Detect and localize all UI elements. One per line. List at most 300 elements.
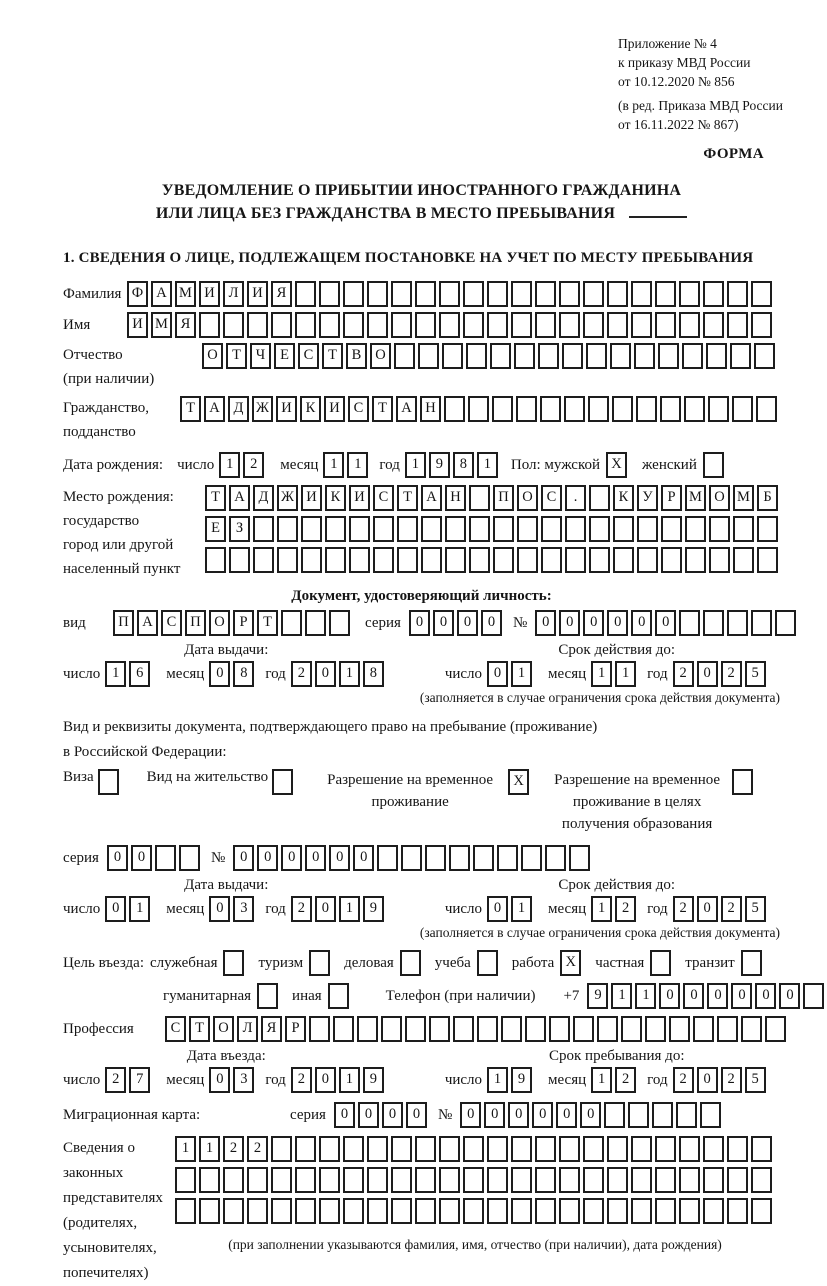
form-cell [589, 485, 610, 511]
form-cell [223, 1167, 244, 1193]
form-cell [325, 547, 346, 573]
form-cell [733, 516, 754, 542]
year-label: год [647, 1071, 668, 1088]
residence-doc-dates-row [63, 896, 780, 922]
citizenship-label [63, 396, 180, 444]
form-cell: 0 [209, 1067, 230, 1093]
migration-card-label: Миграционная карта: [63, 1106, 201, 1123]
profession-row [63, 1016, 780, 1042]
representatives-cells-block [175, 1136, 775, 1253]
form-cell: Д [228, 396, 249, 422]
form-cell: 0 [779, 983, 800, 1009]
birthplace-label-city2: населенный пункт [63, 561, 181, 577]
form-cell [682, 343, 703, 369]
citizenship-label-sub: подданство [63, 424, 136, 440]
form-cell [98, 769, 119, 795]
representatives-label-line: попечителях) [63, 1265, 149, 1281]
form-cell: С [165, 1016, 186, 1042]
purpose-option-label: гуманитарная [163, 987, 252, 1004]
form-cell: Я [175, 312, 196, 338]
form-cell [751, 281, 772, 307]
stay-month-cells [591, 1067, 639, 1093]
form-cell [281, 610, 302, 636]
doc-kind-cells [113, 610, 353, 636]
form-cell [559, 1167, 580, 1193]
form-cell: У [637, 485, 658, 511]
form-cell: 0 [487, 896, 508, 922]
form-cell: 0 [697, 661, 718, 687]
doc-number-cells [535, 610, 799, 636]
form-cell [469, 516, 490, 542]
form-cell [487, 1136, 508, 1162]
form-cell [175, 1167, 196, 1193]
form-cell [463, 281, 484, 307]
form-cell: 2 [615, 896, 636, 922]
year-label: год [265, 665, 286, 682]
form-cell [463, 312, 484, 338]
form-cell: 0 [358, 1102, 379, 1128]
form-cell [541, 547, 562, 573]
identity-doc-header: Документ, удостоверяющий личность: [291, 588, 552, 604]
form-cell: 0 [409, 610, 430, 636]
form-cell [415, 312, 436, 338]
form-cell [655, 1167, 676, 1193]
form-cell [727, 281, 748, 307]
form-cell: 1 [405, 452, 426, 478]
form-cell [391, 1136, 412, 1162]
form-cell: И [247, 281, 268, 307]
doc-seria-cells [409, 610, 505, 636]
form-cell: С [373, 485, 394, 511]
form-cell [511, 1136, 532, 1162]
representatives-cells-row3 [175, 1198, 775, 1224]
form-cell: Е [274, 343, 295, 369]
form-cell [514, 343, 535, 369]
entry-month-cells [209, 1067, 257, 1093]
form-cell: Т [205, 485, 226, 511]
form-cell [516, 396, 537, 422]
form-cell [463, 1136, 484, 1162]
form-cell [329, 610, 350, 636]
doc-issue-month-cells [209, 661, 257, 687]
form-cell [709, 516, 730, 542]
section1-title: 1. СВЕДЕНИЯ О ЛИЦЕ, ПОДЛЕЖАЩЕМ ПОСТАНОВКЕ НА УЧЕТ ПО МЕСТУ ПРЕБЫВАНИЯ [63, 250, 754, 266]
form-cell [469, 485, 490, 511]
form-cell [631, 1167, 652, 1193]
form-cell: 2 [721, 896, 742, 922]
form-cell [223, 950, 244, 976]
form-cell [684, 396, 705, 422]
entry-date-header: Дата въезда: [186, 1048, 266, 1064]
form-cell [444, 396, 465, 422]
form-cell: 8 [363, 661, 384, 687]
form-cell [613, 516, 634, 542]
form-cell [229, 547, 250, 573]
form-cell [301, 516, 322, 542]
residence-doc-type-row [63, 769, 780, 835]
phone-cells [587, 983, 827, 1009]
form-cell [733, 547, 754, 573]
form-cell [477, 950, 498, 976]
appendix-block [618, 34, 783, 134]
form-cell [703, 1198, 724, 1224]
form-cell: 0 [583, 610, 604, 636]
surname-cells [127, 281, 775, 307]
form-cell [727, 1167, 748, 1193]
form-cell [703, 1136, 724, 1162]
representatives-label-line: усыновителях, [63, 1240, 157, 1256]
form-cell [727, 1136, 748, 1162]
form-cell [628, 1102, 649, 1128]
purpose-option-label: деловая [344, 954, 394, 971]
month-label: месяц [280, 456, 319, 473]
form-cell: 2 [247, 1136, 268, 1162]
form-cell [319, 281, 340, 307]
form-cell: X [560, 950, 581, 976]
form-cell [757, 547, 778, 573]
residence-doc-intro-line2: в Российской Федерации: [63, 744, 227, 760]
doc-issue-year-cells [291, 661, 387, 687]
form-cell: 9 [363, 896, 384, 922]
appendix-line: к приказу МВД России [618, 55, 751, 70]
migration-card-row [63, 1102, 780, 1128]
form-cell [418, 343, 439, 369]
form-cell [607, 281, 628, 307]
form-cell [401, 845, 422, 871]
form-cell [247, 1167, 268, 1193]
form-cell [295, 312, 316, 338]
form-cell: 0 [659, 983, 680, 1009]
form-cell: 5 [745, 1067, 766, 1093]
form-cell [487, 1198, 508, 1224]
form-cell [517, 547, 538, 573]
form-cell: 0 [556, 1102, 577, 1128]
form-cell [466, 343, 487, 369]
purpose-other-checkbox [328, 983, 352, 1009]
patronymic-cells [202, 343, 778, 369]
form-cell [367, 281, 388, 307]
form-cell: 3 [233, 896, 254, 922]
form-cell: 0 [487, 661, 508, 687]
form-cell [679, 610, 700, 636]
appendix-line: Приложение № 4 [618, 36, 717, 51]
form-cell: 1 [487, 1067, 508, 1093]
form-cell [631, 281, 652, 307]
birthplace-cells-row2 [205, 516, 781, 542]
form-cell: С [348, 396, 369, 422]
form-cell: Ж [277, 485, 298, 511]
form-cell [309, 1016, 330, 1042]
form-cell [271, 1167, 292, 1193]
form-cell: Н [445, 485, 466, 511]
form-cell: 0 [131, 845, 152, 871]
form-cell [549, 1016, 570, 1042]
form-cell [562, 343, 583, 369]
form-cell [685, 516, 706, 542]
patronymic-label [63, 343, 202, 391]
form-cell [223, 312, 244, 338]
form-cell [559, 1198, 580, 1224]
form-cell: 9 [587, 983, 608, 1009]
form-cell: 7 [129, 1067, 150, 1093]
purpose-option-label: учеба [434, 954, 471, 971]
birth-month-cells [323, 452, 371, 478]
validity-note: (заполняется в случае ограничения срока действия документа) [419, 690, 780, 705]
form-cell [319, 1167, 340, 1193]
form-cell: 1 [347, 452, 368, 478]
sex-male-label: Пол: мужской [510, 456, 601, 473]
form-cell [490, 343, 511, 369]
profession-label: Профессия [63, 1020, 134, 1037]
form-cell [247, 1198, 268, 1224]
form-cell: 2 [291, 1067, 312, 1093]
form-cell [309, 950, 330, 976]
form-cell [679, 312, 700, 338]
form-cell [325, 516, 346, 542]
appendix-note-line: от 16.11.2022 № 867) [618, 117, 739, 132]
form-cell [652, 1102, 673, 1128]
form-cell [545, 845, 566, 871]
form-cell: Т [226, 343, 247, 369]
valid-until-header: Срок действия до: [558, 642, 676, 658]
form-cell [223, 1198, 244, 1224]
residence-permit-checkbox [272, 769, 296, 795]
doc-valid-day-cells [487, 661, 535, 687]
month-label: месяц [166, 1071, 205, 1088]
form-cell: И [276, 396, 297, 422]
form-cell [253, 516, 274, 542]
form-cell: Т [322, 343, 343, 369]
form-cell [469, 547, 490, 573]
form-cell [367, 312, 388, 338]
form-cell [775, 610, 796, 636]
day-label: число [63, 665, 101, 682]
month-label: месяц [166, 665, 205, 682]
representatives-note: (при заполнении указываются фамилия, имя, отчество (при наличии), дата рождения) [228, 1237, 722, 1252]
form-cell: 1 [591, 661, 612, 687]
doc-valid-month-cells [591, 661, 639, 687]
form-cell: И [349, 485, 370, 511]
form-cell: 2 [721, 661, 742, 687]
citizenship-cells [180, 396, 780, 422]
form-cell [703, 281, 724, 307]
form-cell [535, 1167, 556, 1193]
representatives-cells-row1 [175, 1136, 775, 1162]
residence-valid-month-cells [591, 896, 639, 922]
form-cell: 0 [697, 896, 718, 922]
form-cell: X [508, 769, 529, 795]
citizenship-label-main: Гражданство, [63, 400, 150, 416]
form-cell: 1 [105, 661, 126, 687]
form-cell: 0 [329, 845, 350, 871]
form-cell [757, 516, 778, 542]
form-cell: 1 [591, 1067, 612, 1093]
form-cell: А [229, 485, 250, 511]
form-cell [415, 281, 436, 307]
form-cell: А [151, 281, 172, 307]
form-cell: 2 [291, 661, 312, 687]
residence-doc-date-headers [63, 877, 780, 894]
form-cell [559, 281, 580, 307]
form-cell [497, 845, 518, 871]
purpose-transit-checkbox [741, 950, 765, 976]
form-cell: X [606, 452, 627, 478]
surname-row [63, 281, 780, 307]
form-cell: И [199, 281, 220, 307]
form-cell [439, 1198, 460, 1224]
form-cell: 0 [481, 610, 502, 636]
form-cell [397, 516, 418, 542]
form-cell: М [685, 485, 706, 511]
form-cell: 0 [209, 661, 230, 687]
form-cell [732, 769, 753, 795]
form-cell [349, 516, 370, 542]
issue-date-header: Дата выдачи: [184, 642, 269, 658]
form-cell: Т [257, 610, 278, 636]
month-label: месяц [548, 665, 587, 682]
form-cell [463, 1198, 484, 1224]
month-label: месяц [548, 900, 587, 917]
form-cell [511, 1167, 532, 1193]
form-cell: И [127, 312, 148, 338]
phone-prefix: +7 [563, 987, 580, 1004]
form-cell [727, 1198, 748, 1224]
form-cell [301, 547, 322, 573]
edu-permit-label: Разрешение на временное проживание в целях получения образования [554, 772, 721, 832]
form-cell: Л [223, 281, 244, 307]
form-cell: И [324, 396, 345, 422]
form-cell: О [370, 343, 391, 369]
form-cell: А [421, 485, 442, 511]
form-cell: А [137, 610, 158, 636]
migration-number-cells [460, 1102, 724, 1128]
form-cell [295, 1198, 316, 1224]
form-cell: 0 [683, 983, 704, 1009]
month-label: месяц [166, 900, 205, 917]
form-cell: А [204, 396, 225, 422]
doc-valid-year-cells [673, 661, 769, 687]
stay-year-cells [673, 1067, 769, 1093]
form-cell [442, 343, 463, 369]
representatives-label [63, 1136, 175, 1286]
form-cell [381, 1016, 402, 1042]
birthplace-label-city1: город или другой [63, 537, 174, 553]
form-cell [199, 1198, 220, 1224]
form-cell [706, 343, 727, 369]
form-cell: 0 [655, 610, 676, 636]
identity-doc-dates-row [63, 661, 780, 687]
form-cell [703, 1167, 724, 1193]
form-cell [487, 281, 508, 307]
form-cell: Р [285, 1016, 306, 1042]
sex-female-label: женский [642, 456, 697, 473]
form-cell [155, 845, 176, 871]
form-cell [727, 610, 748, 636]
residence-doc-intro-line1: Вид и реквизиты документа, подтверждающего право на пребывание (проживание) [63, 719, 598, 735]
purpose-tourism-checkbox [309, 950, 333, 976]
form-cell: 0 [209, 896, 230, 922]
form-cell: 0 [105, 896, 126, 922]
sex-male-checkbox [606, 452, 630, 478]
representatives-block [63, 1136, 780, 1286]
form-cell [373, 516, 394, 542]
form-cell: О [213, 1016, 234, 1042]
form-cell [367, 1167, 388, 1193]
form-cell [415, 1167, 436, 1193]
year-label: год [379, 456, 400, 473]
sex-female-checkbox [703, 452, 727, 478]
form-cell [610, 343, 631, 369]
entry-year-cells [291, 1067, 387, 1093]
form-cell: М [151, 312, 172, 338]
form-cell [730, 343, 751, 369]
form-cell: 1 [477, 452, 498, 478]
form-cell [391, 312, 412, 338]
form-cell [803, 983, 824, 1009]
form-cell [741, 950, 762, 976]
form-cell: 0 [107, 845, 128, 871]
form-cell [655, 312, 676, 338]
birthdate-label: Дата рождения: [63, 456, 164, 473]
day-label: число [177, 456, 215, 473]
form-cell: 0 [535, 610, 556, 636]
form-cell: С [161, 610, 182, 636]
form-cell [463, 1167, 484, 1193]
form-cell [631, 1198, 652, 1224]
form-cell [391, 1167, 412, 1193]
day-label: число [63, 1071, 101, 1088]
form-cell [661, 516, 682, 542]
form-cell [693, 1016, 714, 1042]
form-cell: 9 [363, 1067, 384, 1093]
issue-date-header: Дата выдачи: [184, 877, 269, 893]
form-cell: 2 [615, 1067, 636, 1093]
form-cell: 2 [291, 896, 312, 922]
validity-note: (заполняется в случае ограничения срока действия документа) [419, 925, 780, 940]
form-cell [655, 1136, 676, 1162]
form-cell [559, 1136, 580, 1162]
form-cell [400, 950, 421, 976]
valid-until-header: Срок действия до: [558, 877, 676, 893]
form-cell [453, 1016, 474, 1042]
form-cell: 1 [591, 896, 612, 922]
form-cell [685, 547, 706, 573]
form-cell: 1 [339, 1067, 360, 1093]
name-row [63, 312, 780, 338]
form-cell: К [300, 396, 321, 422]
form-cell [741, 1016, 762, 1042]
form-cell [756, 396, 777, 422]
residence-doc-intro [63, 715, 780, 765]
entry-day-cells [105, 1067, 153, 1093]
form-cell [445, 547, 466, 573]
residence-issue-day-cells [105, 896, 153, 922]
form-cell [295, 281, 316, 307]
form-cell: Я [271, 281, 292, 307]
form-cell [573, 1016, 594, 1042]
form-cell [634, 343, 655, 369]
form-cell [477, 1016, 498, 1042]
migration-seria-label: серия [290, 1106, 326, 1123]
form-cell: 1 [511, 896, 532, 922]
form-cell [319, 312, 340, 338]
form-cell [636, 396, 657, 422]
form-cell: 1 [339, 896, 360, 922]
form-cell [343, 1198, 364, 1224]
form-cell [343, 312, 364, 338]
form-cell [679, 1136, 700, 1162]
patronymic-label-sub: (при наличии) [63, 371, 155, 387]
